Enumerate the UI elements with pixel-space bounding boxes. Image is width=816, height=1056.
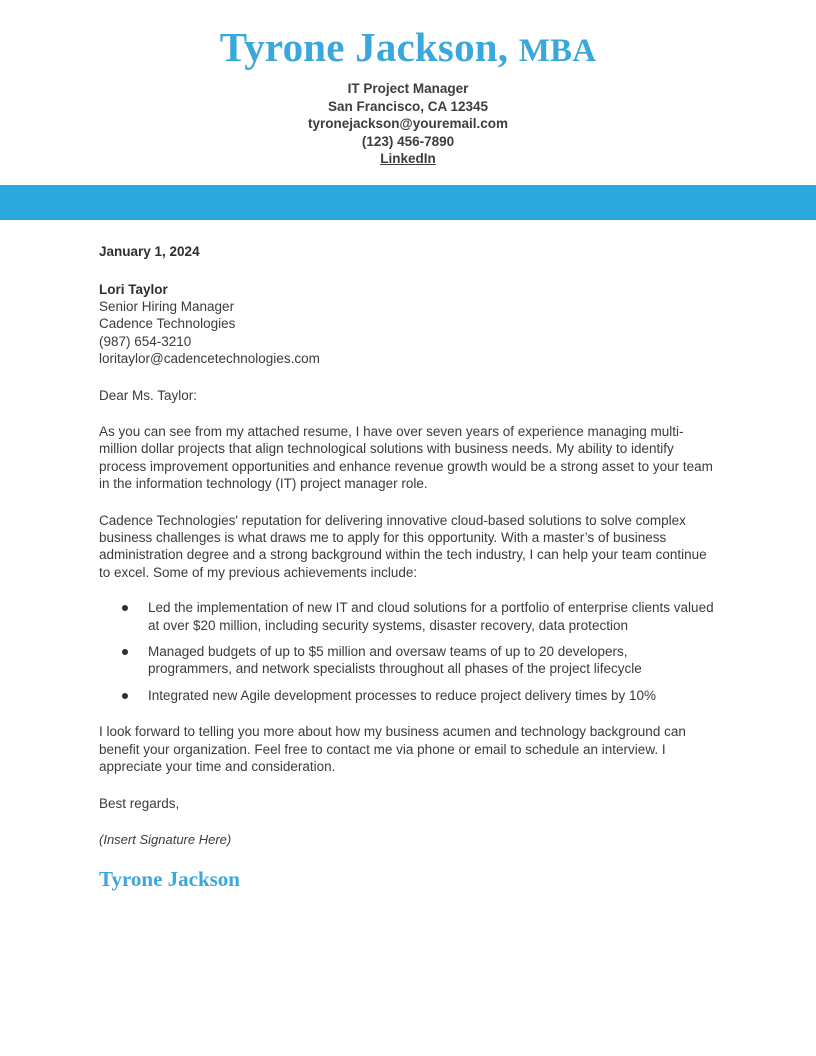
contact-phone: (123) 456-7890 (361, 133, 455, 149)
achievements-list (99, 599, 715, 704)
contact-job-title: IT Project Manager (347, 81, 469, 97)
recipient-company: Cadence Technologies (99, 316, 236, 332)
contact-block (0, 80, 816, 168)
body-paragraph-1: As you can see from my attached resume, I have over seven years of experience managing multi-million dollar projects that align technological solutions with business needs. My ability to identify process improvement opportunities and enhance revenue growth would be a strong asset to your team in the information technology (IT) project manager role. (99, 424, 713, 492)
recipient-phone: (987) 654-3210 (99, 333, 192, 349)
signature-name: Tyrone Jackson (99, 866, 240, 891)
bullet-icon (122, 605, 128, 611)
applicant-name (0, 26, 816, 69)
signoff: Best regards, (99, 795, 180, 811)
bullet-icon (122, 649, 128, 655)
list-item (99, 599, 715, 634)
contact-location: San Francisco, CA 12345 (327, 98, 489, 114)
list-item-text: Led the implementation of new IT and cloud solutions for a portfolio of enterprise clients valued at over $20 million, including security systems, disaster recovery, data protection (148, 600, 714, 633)
letterhead-header (0, 0, 816, 168)
list-item (99, 643, 715, 678)
list-item-text: Integrated new Agile development processes to reduce project delivery times by 10% (148, 687, 657, 703)
applicant-credential: MBA (518, 33, 597, 69)
letter-body (99, 243, 715, 891)
list-item (99, 687, 715, 704)
closing-paragraph: I look forward to telling you more about how my business acumen and technology background can benefit your organization. Feel free to contact me via phone or email to schedule an interview. I appreciate your time and consideration. (99, 724, 686, 775)
recipient-job-title: Senior Hiring Manager (99, 299, 235, 315)
recipient-block (99, 281, 715, 367)
linkedin-link[interactable]: LinkedIn (380, 151, 436, 167)
accent-band (0, 185, 816, 220)
applicant-full-name: Tyrone Jackson, (219, 24, 509, 70)
contact-email: tyronejackson@youremail.com (308, 116, 508, 132)
salutation: Dear Ms. Taylor: (99, 388, 198, 404)
list-item-text: Managed budgets of up to $5 million and oversaw teams of up to 20 developers, programmers, and network specialists throughout all phases of the project lifecycle (148, 644, 642, 677)
recipient-email: loritaylor@cadencetechnologies.com (99, 350, 320, 366)
letter-date: January 1, 2024 (99, 244, 200, 259)
recipient-name: Lori Taylor (99, 282, 168, 297)
bullet-icon (122, 693, 128, 699)
signature-placeholder: (Insert Signature Here) (99, 831, 232, 847)
body-paragraph-2: Cadence Technologies' reputation for delivering innovative cloud-based solutions to solve complex business challenges is what draws me to apply for this opportunity. With a master’s of business administration degree and a strong background within the tech industry, I can help your team continue to excel. Some of my previous achievements include: (99, 512, 707, 580)
